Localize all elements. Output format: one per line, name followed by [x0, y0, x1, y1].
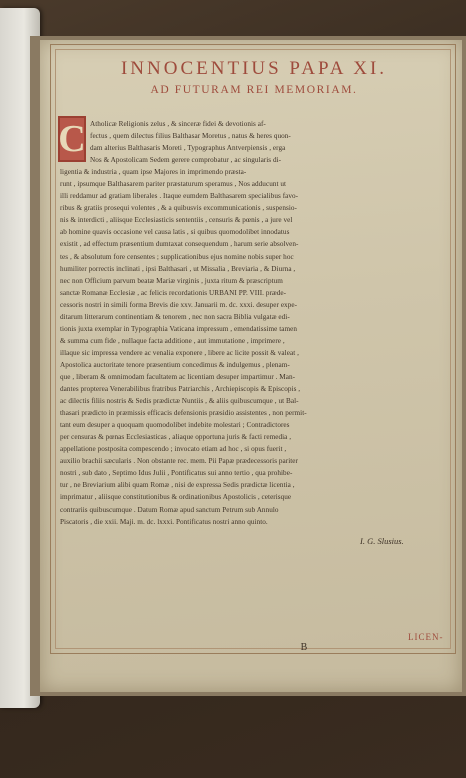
- catchword: LICEN-: [408, 632, 444, 642]
- signature-mark: B: [300, 642, 308, 653]
- body-text-line: tur , ne Breviarium alibi quam Romæ , nisi de expressa Sedis prædictæ licentia ,: [60, 481, 295, 490]
- body-text-line: Nos & Apostolicam Sedem gerere comprobatur , ac singularis di-: [90, 156, 282, 165]
- body-text-line: cessoris nostri in simili forma Brevis die xxv. Januarii m. dc. xxxi. desuper expe-: [60, 300, 298, 309]
- body-text-line: illaque sic impressa vendere ac venalia exponere , libere ac licite possit & valeat ,: [60, 348, 299, 357]
- signature: I. G. Slusius.: [360, 536, 404, 546]
- body-text-line: fectus , quem dilectus filius Balthasar Moretus , natus & heres quon-: [90, 132, 291, 141]
- body-text-line: appellatione postposita compescendo ; invocato etiam ad hoc , si opus fuerit ,: [60, 445, 287, 454]
- page-subtitle: AD FUTURAM REI MEMORIAM.: [150, 84, 358, 96]
- page-title: INNOCENTIUS PAPA XI.: [120, 58, 388, 79]
- body-text-line: Atholicæ Religionis zelus , & sinceræ fidei & devotionis af-: [90, 120, 266, 128]
- body-text-line: runt , ipsumque Balthasarem pariter præstaturum speramus , Nos adducunt ut: [60, 180, 287, 189]
- body-text-line: ac dilectis filiis nostris & Sedis prædictæ Nuntiis , & aliis quibuscumque , ut Bal-: [60, 397, 299, 406]
- body-text-line: dam alterius Balthasaris Moreti , Typographus Antverpiensis , erga: [90, 144, 286, 153]
- body-text-line: thasari prædicto in præmissis efficacis defensionis præsidio assistentes , non permit-: [60, 409, 307, 418]
- brief-body-text: [60, 118, 448, 528]
- body-text-line: dantes propterea Venerabilibus fratribus Patriarchis , Archiepiscopis & Episcopis ,: [60, 385, 301, 394]
- body-text-line: ligentia & industria , quam ipse Majores in imprimendo præsta-: [60, 168, 247, 177]
- body-text-line: tant eum desuper a quoquam quomodolibet indebite molestari ; Contradictores: [60, 421, 290, 430]
- body-text-line: ribus & gratiis prosequi volentes , & a quibusvis excommunicationis , suspensio-: [60, 204, 297, 213]
- body-text-line: per censuras & pœnas Ecclesiasticas , aliaque opportuna juris & facti remedia ,: [60, 433, 292, 442]
- body-text-line: contrariis quibuscumque . Datum Romæ apud sanctum Petrum sub Annulo: [60, 505, 279, 514]
- body-text-line: ab homine quavis occasione vel causa latis , si quibus quomodolibet innodatus: [60, 228, 290, 237]
- body-text-line: nostri , sub dato , Septimo Idus Julii , Pontificatus sui anno tertio , qua prohibe-: [60, 469, 293, 478]
- body-text-line: & summa cum fide , nullaque facta additione , aut immutatione , imprimere ,: [60, 336, 285, 345]
- body-text-line: sanctæ Romanæ Ecclesiæ , ac felicis recordationis URBANI PP. VIII. præde-: [60, 288, 287, 297]
- body-text-line: Piscatoris , die xxii. Maji. m. dc. lxxxi. Pontificatus nostri anno quinto.: [60, 517, 268, 526]
- body-text-line: humiliter porrectis inclinati , ipsi Balthasari , ut Missalia , Breviaria , & Diurna ,: [60, 264, 296, 273]
- body-text-line: nec non Officium parvum beatæ Mariæ virginis , juxta ritum & præscriptum: [60, 276, 283, 285]
- decorated-initial: C: [58, 118, 86, 160]
- body-text-line: tionis juxta exemplar in Typographia Vaticana impressum , emendatissime tamen: [60, 324, 298, 333]
- body-text-line: existit , ad effectum præsentium dumtaxat consequendum , harum serie absolven-: [60, 240, 299, 249]
- body-text-line: auxilio brachii sæcularis . Non obstante rec. mem. Pii Papæ prædecessoris pariter: [60, 457, 298, 466]
- body-text-line: illi reddamur ad gratiam liberales . Itaque eumdem Balthasarem specialibus favo-: [60, 192, 299, 201]
- body-text-line: tes , & absolutum fore censentes ; supplicationibus ejus nomine nobis super hoc: [60, 252, 294, 261]
- body-text-line: imprimatur , aliisque constitutionibus & ordinationibus Apostolicis , ceterisque: [60, 493, 292, 502]
- body-text-line: que , liberam & omnimodam facultatem ac licentiam desuper impartimur . Man-: [60, 372, 296, 381]
- body-text-line: ditarum litterarum continentiam & tenorem , nec non sacra Biblia vulgatæ edi-: [60, 312, 290, 321]
- body-text-line: nis & interdicti , aliisque Ecclesiasticis sententiis , censuris & pœnis , a jure vel: [60, 216, 293, 225]
- body-text-line: Apostolica auctoritate tenore præsentium concedimus & indulgemus , plenam-: [60, 360, 290, 369]
